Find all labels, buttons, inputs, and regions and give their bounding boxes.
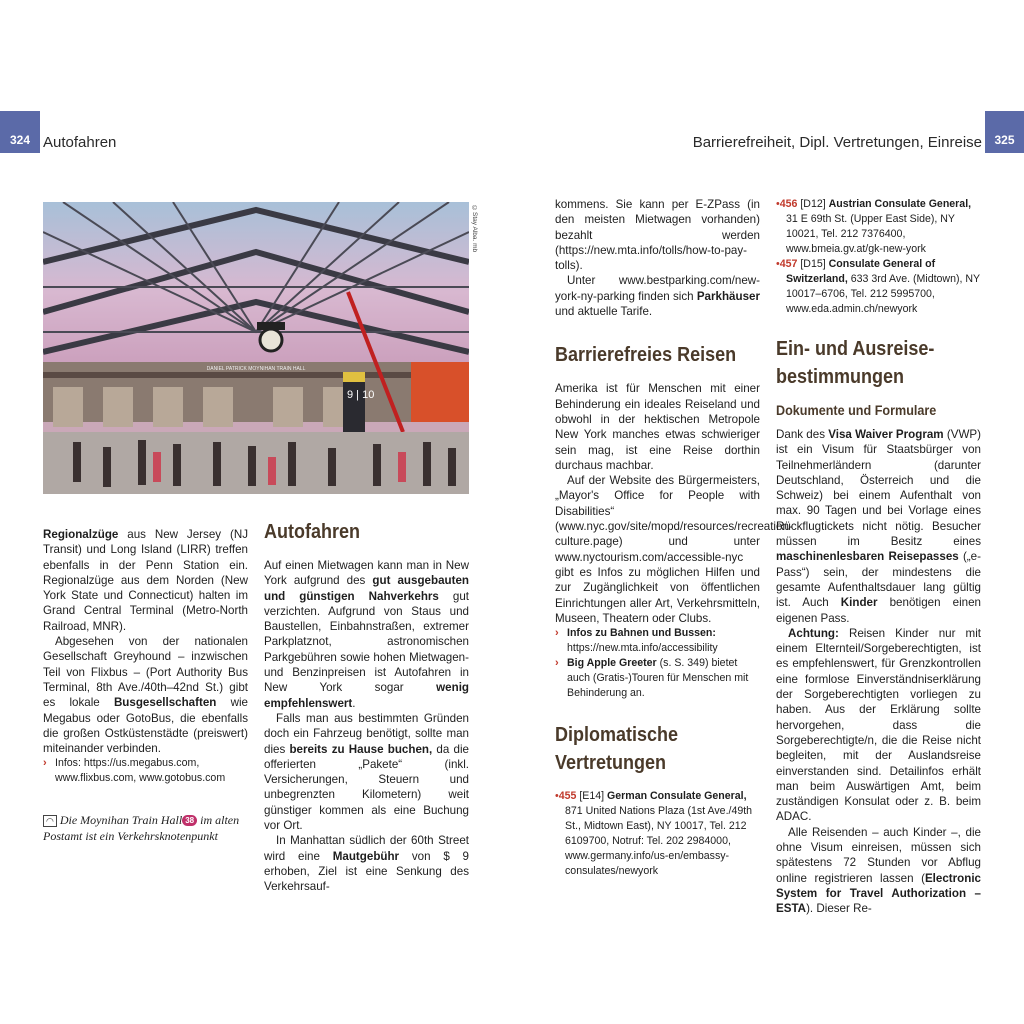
page-number-right: 325 — [985, 111, 1024, 153]
paragraph-mietwagen: Auf einen Mietwagen kann man in New York aufgrund des gut ausgebauten und günstigen Nahverkehrs gut verzichten. Aufgrund von Staus und Baustellen, Einbahnstraßen, extremer Parkplatznot, astronomischen Parkgebühren sowie hohen Mietwagen- und Benzinpreisen ist Autofahren in New York sogar wenig empfehlenswert. — [264, 559, 469, 710]
heading-ein-und-ausreise: Ein- und Ausreise- bestimmungen — [776, 338, 935, 388]
heading-barrierefreies-reisen: Barrierefreies Reisen — [555, 344, 737, 367]
caption-icon: ◠ — [43, 815, 57, 827]
paragraph-ezpass: kommens. Sie kann per E-ZPass (in den meisten Mietwagen vorhanden) bezahlt werden (https://new.mta.info/tolls/how-to-pay-tolls). — [555, 198, 760, 273]
photo-caption: ◠ Die Moynihan Train Hall 38 im alten Postamt ist ein Verkehrsknotenpunkt — [43, 813, 240, 843]
hall-name-sign: DANIEL PATRICK MOYNIHAN TRAIN HALL — [206, 366, 306, 372]
paragraph-visa-waiver: Dank des Visa Waiver Program (VWP) ist ein Visum für Staatsbürger von Teilnehmerländern (darunter Deutschland, Österreich und die Schweiz) bei einem Aufenthalt von max. 90 Tagen und bei Vorlage eines Rückflugtickets nicht nötig. Besucher müssen im Besitz eines maschinenlesbaren Reisepasses („e-Pass“) sein, der mindestens die gesamte Aufenthaltsdauer lang gültig ist. Auch Kinder benötigen einen eigenen Pass. — [776, 428, 981, 625]
column-2 — [264, 518, 469, 895]
accessibility-bullet-2: › Big Apple Greeter (s. S. 349) bietet auch (Gratis-)Touren für Menschen mit Behinderung an. — [555, 657, 749, 700]
consulate-entry-455: •455 [E14] German Consulate General, 871 United Nations Plaza (1st Ave./49th St., Midtown East), NY 10017, Tel. 212 6109700, Notruf: Tel. 202 2984000, www.germany.info/us-en/embassy-consulates/newyork — [555, 790, 753, 878]
train-hall-illustration — [43, 202, 469, 494]
paragraph-regionalzuege: Regionalzüge aus New Jersey (NJ Transit) und Long Island (LIRR) treffen ebenfalls in der Penn Station ein. Regionalzüge aus dem Norden (New York State und Connecticut) halten im Grand Central Terminal (Metro-North Railroad, MNR). — [43, 528, 248, 633]
page-number-left: 324 — [0, 111, 40, 153]
heading-autofahren: Autofahren — [264, 521, 361, 543]
paragraph-achtung: Achtung: Reisen Kinder nur mit einem Elternteil/Sorgeberechtigten, ist es empfehlenswert, für Grenzkontrollen eine formlose Einverständniserklärung der Sorgeberechtigten vorliegen zu haben. Aus der Erklärung sollte hervorgehen, dass die Sorgeberechtigte/n, die die Reise nicht begleiten, mit der Auslandsreise einverstanden sind. Detailinfos erhält man beim Auswärtigen Amt, beim zuständigen Konsulat oder z. B. beim ADAC. — [776, 626, 981, 824]
map-marker-badge: 38 — [182, 815, 197, 826]
sign-numbers: 9 | 10 — [347, 389, 375, 401]
consulate-entry-457: •457 [D15] Consulate General of Switzerland, 633 3rd Ave. (Midtown), NY 10017–6706, Tel. 212 5995700, www.eda.admin.ch/newyork — [776, 258, 980, 315]
paragraph-mayors-office: Auf der Website des Bürgermeisters, „Mayor's Office for People with Disabilities“ (www.nyc.gov/site/mopd/resources/recreation-culture.page) und unter www.nyctourism.com/accessible-nyc gibt es Infos zu möglichen Hilfen und zur Zugänglichkeit von öffentlichen Einrichtungen aller Art, Verkehrsmitteln, Museen, Theatern oder Clubs. — [555, 474, 793, 625]
paragraph-buchen: Falls man aus bestimmten Gründen doch ein Fahrzeug benötigt, sollte man dies bereits zu Hause buchen, da die offerierten „Pakete“ (inkl. Versicherungen, Steuern und unbegrenzten Kilometern) weit günstiger kommen als eine Buchung vor Ort. — [264, 711, 469, 833]
paragraph-mautgebuehr: In Manhattan südlich der 60th Street wird eine Mautgebühr von $ 9 erhoben, Ziel ist eine Senkung des Verkehrsauf- — [264, 834, 469, 894]
column-1 — [43, 527, 248, 786]
running-head-right: Barrierefreiheit, Dipl. Vertretungen, Einreise — [692, 134, 982, 151]
bullet-arrow-icon: › — [43, 757, 47, 770]
subheading-dokumente: Dokumente und Formulare — [776, 402, 937, 418]
paragraph-parkhaeuser: Unter www.bestparking.com/new-york-ny-parking finden sich Parkhäuser und aktuelle Tarife. — [555, 274, 760, 319]
photo-credit: ©Stay Alba. mb — [471, 205, 478, 253]
paragraph-esta: Alle Reisenden – auch Kinder –, die ohne Visum einreisen, müssen sich spätestens 72 Stunden vor Abflug online registrieren lassen (Electronic System for Travel Authorization – ESTA). Dieser Re- — [776, 825, 981, 916]
column-4 — [776, 197, 981, 917]
running-head-left: Autofahren — [43, 134, 117, 151]
paragraph-barrierefrei-intro: Amerika ist für Menschen mit einer Behinderung ein ideales Reiseland und obwohl in der hektischen Metropole New York manches etwas schwieriger sein mag, ist eine Reise dorthin durchaus machbar. — [555, 382, 760, 472]
consulate-entry-456: •456 [D12] Austrian Consulate General, 31 E 69th St. (Upper East Side), NY 10021, Tel. 212 7376400, www.bmeia.gv.at/gk-new-york — [776, 198, 972, 255]
bullet-arrow-icon: › — [555, 627, 559, 640]
accessibility-bullet-1: › Infos zu Bahnen und Bussen: https://new.mta.info/accessibility — [555, 627, 718, 655]
bus-info-bullet: › Infos: https://us.megabus.com, www.flixbus.com, www.gotobus.com — [43, 757, 226, 785]
heading-diplomatische-vertretungen: Diplomatische Vertretungen — [555, 724, 679, 775]
bullet-arrow-icon: › — [555, 657, 559, 670]
column-3 — [555, 197, 793, 879]
paragraph-busgesellschaften: Abgesehen von der nationalen Gesellschaft Greyhound – inzwischen Teil von Flixbus – (Port Authority Bus Terminal, 8th Ave./40th–42nd St.) gibt es lokale Busgesellschaften wie Megabus oder GotoBus, die ebenfalls die großen Ostküstenstädte (preiswert) miteinander verbinden. — [43, 635, 248, 756]
train-hall-photo — [43, 202, 469, 494]
